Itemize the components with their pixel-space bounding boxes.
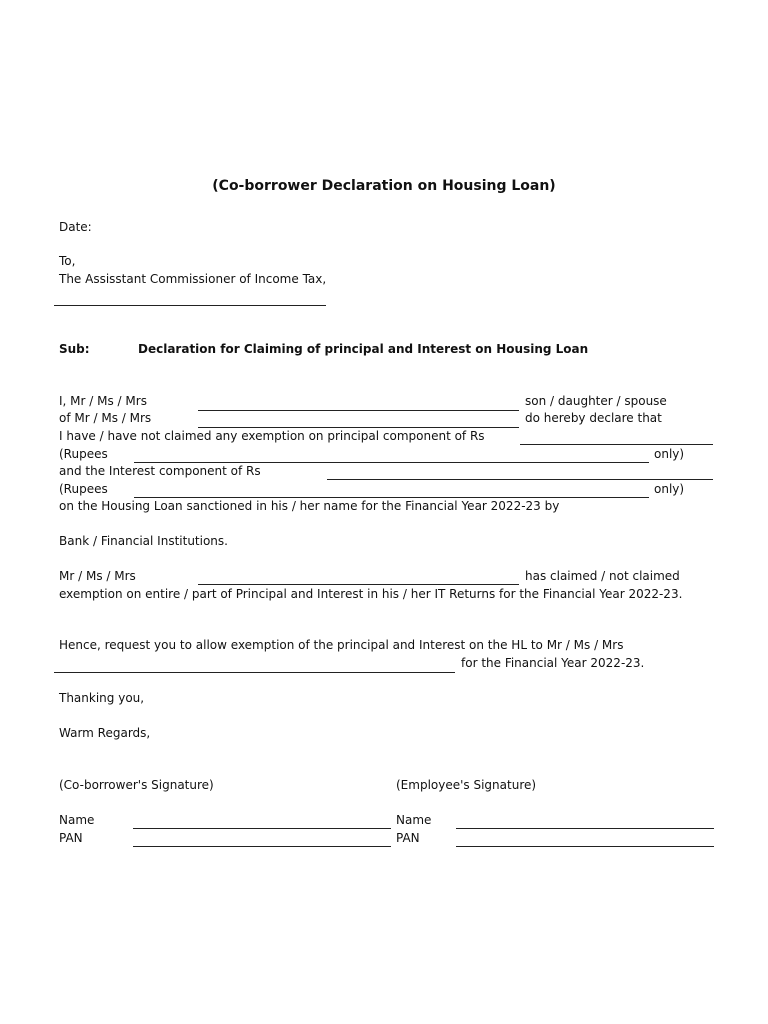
parent-label: of Mr / Ms / Mrs bbox=[59, 411, 152, 425]
employee-signature-label: (Employee's Signature) bbox=[396, 778, 537, 792]
claimant-blank-line bbox=[198, 584, 519, 585]
employee-name-label: Name bbox=[396, 813, 432, 827]
exemption-text: exemption on entire / part of Principal and Interest in his / her IT Returns for the Financial Year 2022-23. bbox=[59, 587, 683, 601]
principal-claim-text: I have / have not claimed any exemption on principal component of Rs bbox=[59, 429, 485, 443]
financial-year-text: for the Financial Year 2022-23. bbox=[461, 656, 645, 670]
employee-pan-blank-line bbox=[456, 846, 714, 847]
request-name-blank-line bbox=[54, 672, 455, 673]
to-label: To, bbox=[59, 254, 76, 268]
date-label: Date: bbox=[59, 220, 92, 234]
coborrower-signature-label: (Co-borrower's Signature) bbox=[59, 778, 214, 792]
interest-amount-blank-line bbox=[327, 479, 713, 480]
employee-pan-label: PAN bbox=[396, 831, 420, 845]
housing-loan-text: on the Housing Loan sanctioned in his / her name for the Financial Year 2022-23 by bbox=[59, 499, 560, 513]
declaration-title: (Co-borrower Declaration on Housing Loan) bbox=[212, 178, 556, 194]
principal-rupees-label: (Rupees bbox=[59, 447, 108, 461]
request-text: Hence, request you to allow exemption of the principal and Interest on the HL to Mr / Ms / Mrs bbox=[59, 638, 624, 652]
relation-text: son / daughter / spouse bbox=[525, 394, 667, 408]
coborrower-pan-label: PAN bbox=[59, 831, 83, 845]
subject-label: Sub: bbox=[59, 342, 90, 356]
coborrower-name-blank-line bbox=[133, 828, 391, 829]
subject-text: Declaration for Claiming of principal and Interest on Housing Loan bbox=[138, 342, 589, 356]
coborrower-name-label: Name bbox=[59, 813, 95, 827]
bank-text: Bank / Financial Institutions. bbox=[59, 534, 228, 548]
interest-component-text: and the Interest component of Rs bbox=[59, 464, 261, 478]
claimant-label: Mr / Ms / Mrs bbox=[59, 569, 136, 583]
coborrower-pan-blank-line bbox=[133, 846, 391, 847]
principal-words-blank-line bbox=[134, 462, 649, 463]
addressee: The Assisstant Commissioner of Income Tax, bbox=[59, 272, 327, 286]
addressee-blank-line bbox=[54, 305, 326, 306]
employee-name-blank-line bbox=[456, 828, 714, 829]
principal-amount-blank-line bbox=[520, 444, 713, 445]
interest-only-text: only) bbox=[654, 482, 685, 496]
declarant-blank-line bbox=[198, 410, 519, 411]
declare-text: do hereby declare that bbox=[525, 411, 662, 425]
principal-only-text: only) bbox=[654, 447, 685, 461]
parent-blank-line bbox=[198, 427, 519, 428]
interest-words-blank-line bbox=[134, 497, 649, 498]
claim-status-text: has claimed / not claimed bbox=[525, 569, 680, 583]
interest-rupees-label: (Rupees bbox=[59, 482, 108, 496]
declarant-label: I, Mr / Ms / Mrs bbox=[59, 394, 147, 408]
thanking-text: Thanking you, bbox=[59, 691, 145, 705]
regards-text: Warm Regards, bbox=[59, 726, 151, 740]
